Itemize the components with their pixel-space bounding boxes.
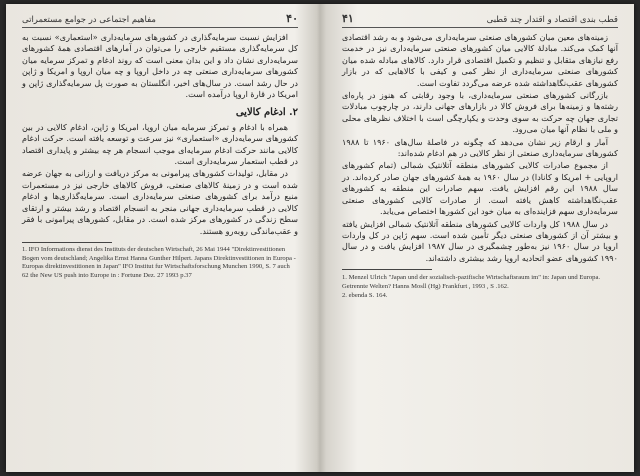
right-paragraph-2: بازرگانی کشورهای صنعتی سرمایه‌داری، با وجود رقابتی که هنوز در پاره‌ای رشته‌ها و زمینه‌ها برای فروش کالا در بازارهای جهانی دارند، در چارچوب مبادلات تجاری جهان چه حرکت به سوی وحدت و یکپارچگی است با اختلاف نظرهای محلی و ملی با نظام آنها میان می‌رود. — [342, 90, 618, 135]
right-paragraph-1: زمینه‌های معین میان کشورهای صنعتی سرمایه‌داری می‌شود و به رشد اقتصادی آنها کمک می‌کند. مبادلهٔ کالایی میان کشورهای صنعتی سرمایه‌داری نیز در خدمت رفع نیازهای متقابل و تنظیم و تکمیل اقتصادی قرار دارد. کالاهای مبادله شده میان کشورهای صنعتی سرمایه‌داری از نظر کمی و کیفی با کالاهایی که در بازار کشورهای عقب‌نگاهداشته شده عرضه می‌گردد تفاوت است. — [342, 32, 618, 88]
right-running-title: قطب بندی اقتصاد و اقتدار چند قطبی — [486, 15, 618, 25]
left-paragraph-1: افزایش نسبت سرمایه‌گذاری در کشورهای سرمایه‌داری «استعماری» نسبت به کل سرمایه‌گذاری مستقیم خارجی را می‌توان در آمارهای اقتصادی همهٔ کشورهای سرمایه‌داری نشان داد و این بدان معنی است که روند ادغام و تمرکز سرمایه میان کشورهای سرمایه‌داری صنعتی چه در داخل اروپا و چه میان اروپا و امریکا و ژاپن در حال رشد است. در سال‌های اخیر، انگلستان به صورت پل سرمایه‌گذاری ژاپن و امریکا در قارهٔ اروپا درآمده است. — [22, 32, 298, 100]
right-paragraph-3: آمار و ارقام زیر نشان می‌دهد که چگونه در فاصلهٔ سال‌های ۱۹۶۰ تا ۱۹۸۸ کشورهای سرمایه‌داری صنعتی از نظر کالایی در هم ادغام شده‌اند: — [342, 136, 618, 159]
left-page-header — [22, 12, 298, 28]
left-page — [12, 4, 312, 472]
left-footnotes — [22, 246, 298, 280]
footnote-rule — [22, 242, 112, 243]
right-footnote-1: 1. Menzel Ulrich "Japan und der sozialisch-pazifische Wirtschaftsraum im" in: Japan und Europa. Getrennte Welten? Hanns Mosll (Hg) Frankfurt , 1993 , S .162. — [342, 274, 601, 290]
right-page-body — [342, 32, 618, 264]
left-page-number: ۴۰ — [286, 12, 298, 25]
right-paragraph-5: در سال ۱۹۸۸ کل واردات کالایی کشورهای منطقه آتلانتیک شمالی افزایش یافته و بیشتر آن از کشورهای صنعتی دیگر تأمین شده است. سهم ژاپن در کل واردات اروپا در سال ۱۹۶۰ نیز به‌طور چشمگیری در سال ۱۹۸۷ افزایش یافت و در سال ۱۹۹۰ کشورهای عضو اتحادیه اروپا رشد بیشتری داشته‌اند. — [342, 218, 618, 263]
right-footnote-2: 2. ebenda S. 164. — [342, 292, 388, 300]
right-page-number: ۴۱ — [342, 12, 354, 25]
left-page-body — [22, 32, 298, 237]
left-section-paragraph-1: همراه با ادغام و تمرکز سرمایه میان اروپا، امریکا و ژاپن، ادغام کالایی در بین کشورهای سرمایه‌داری «استعماری» نیز سرعت و توسعه یافته است. حرکت ادغام کالایی مانند حرکت ادغام سرمایه‌ای موجب انسجام هر چه بیشتر و پایداری اقتصاد در قطب استعمار سرمایه‌داری است. — [22, 121, 298, 167]
left-running-title: مفاهیم اجتماعی در جوامع مستعمراتی — [22, 15, 156, 25]
book-spread — [6, 4, 634, 472]
left-section-paragraph-2: در مقابل، تولیدات کشورهای پیرامونی به مرکز دریافت و ارزانی به جهان عرضه شده است و در زمینهٔ کالاهای صنعتی، فروش کالاهای خارجی نیز در مستعمرات منبع درآمد برای کشورهای صنعتی سرمایه‌داری است. سرمایه‌گذاری‌ها و ادغام کالایی در قطب سرمایه‌داری جهانی منجر به انسجام اقتصاد و رشد بیشتر و ارتقای سطح زندگی در کشورهای مرکز شده است. در مقابل، کشورهای پیرامونی با فقر و عقب‌ماندگی روبه‌رو هستند. — [22, 168, 298, 236]
left-footnote-1: 1. IFO Informations dienst des Instituts der deutschen Wirtschaft, 26 Mai 1944 "Direktinvestitionen Bogen vom deutschland; Angelika Ernst Hanna Gunther Hilpert. Japans Direktinvestitionen in Europa - Europas direktinvestitionen in Japan" IFO Institut fur Wirtschaftsforschung Munchen 1990, S. 7 auch 62 the New US push into Europe in : Fortune Dez. 27 1993 p.37 — [22, 245, 296, 279]
section-heading: ۲. ادغام کالایی — [235, 107, 298, 119]
right-paragraph-4: از مجموع صادرات کالایی کشورهای منطقه آتلانتیک شمالی (تمام کشورهای اروپایی + امریکا و کانادا) در سال ۱۹۶۰ به همهٔ کشورهای جهان صادر کرده‌اند. در سال ۱۹۸۸ این رقم افزایش یافت. سهم صادرات این منطقه به کشورهای عقب‌نگاهداشته کاهش یافته است. از صادرات کالایی کشورهای صنعتی سرمایه‌داری سهم فزاینده‌ای به میان خود این کشورها اختصاص می‌یابد. — [342, 160, 619, 217]
right-page-header — [342, 12, 618, 28]
right-page — [328, 4, 628, 472]
footnote-rule — [342, 269, 432, 270]
right-footnotes — [342, 274, 618, 301]
